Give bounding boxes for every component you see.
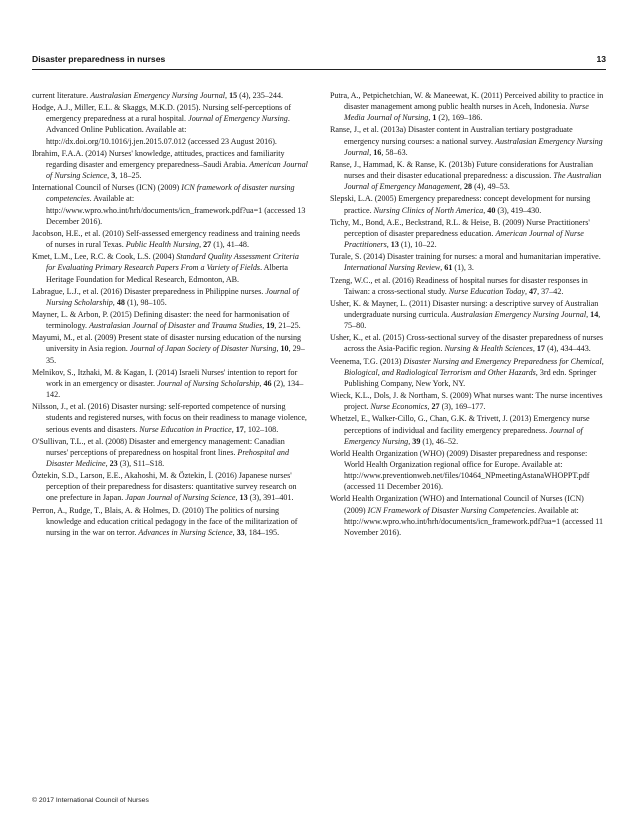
reference-text: , [105,459,110,468]
reference-volume: 40 [487,205,496,215]
reference-text: , [408,436,413,446]
reference-title: Journal of Emergency Nursing [188,114,288,124]
reference-text: Nilsson, J., et al. (2016) Disaster nursing: self-reported competence of nursing students and registered nurses, with focus on their readiness to manage violence, serious events and disasters. [32,402,307,434]
reference-title: Australasian Journal of Disaster and Trauma Studies [89,321,263,331]
reference-column-right [330,90,606,539]
reference-volume: 23 [109,459,118,468]
reference-entry [32,90,308,101]
reference-text: Putra, A., Petpichetchian, W. & Maneewat, K. (2011) Perceived ability to practice in disaster management among public health nurses in Aceh, Indonesia. [330,91,604,112]
reference-text: Mayner, L. & Arbon, P. (2015) Defining disaster: the need for harmonisation of terminology. [32,309,290,331]
reference-title: Journal of Japan Society of Disaster Nursing [129,344,277,354]
reference-text: , [427,402,432,412]
reference-entry [32,251,308,284]
reference-text: , [276,344,281,354]
reference-text: . Alberta Heritage Foundation for Medical Research, Edmonton, AB. [46,263,288,284]
reference-volume: 19 [266,321,275,331]
reference-title: Standard Quality Assessment Criteria for Evaluating Primary Research Papers From a Variety of Fields [46,252,299,273]
reference-entry [330,332,606,354]
reference-text: World Health Organization (WHO) and International Council of Nurses (ICN) (2009) [330,494,584,515]
reference-volume: 1 [432,113,437,123]
reference-entry [330,193,606,215]
reference-text: (1), 3. [452,263,474,273]
reference-entry [330,90,606,123]
reference-text: Ibrahim, F.A.A. (2014) Nurses' knowledge, attitudes, practices and familiarity regarding disaster and emergency preparedness–Saudi Arabia. [32,148,285,169]
reference-entry [32,332,308,365]
running-title: Disaster preparedness in nurses [32,54,166,64]
reference-title: International Nursing Review [344,263,441,273]
reference-text: Turale, S. (2014) Disaster training for nurses: a moral and humanitarian imperative. [330,252,601,262]
reference-title: Prehospital and Disaster Medicine [46,447,290,468]
reference-text: Tichy, M., Bond, A.E., Beckstrand, R.L. & Heise, B. (2009) Nurse Practitioners' perception of disaster preparedness education. [330,217,590,238]
reference-title: Disaster Nursing and Emergency Preparedness for Chemical, Biological, and Radiological Terrorism and Other Hazards [344,356,604,377]
reference-text: (1), 41–48. [211,240,249,250]
reference-title: Japan Journal of Nursing Science [125,493,236,503]
reference-title: Nurse Education in Practice [139,424,232,434]
reference-text: (3), 391–401. [247,493,294,503]
reference-entry [32,309,308,331]
reference-text: Perron, A., Rudge, T., Blais, A. & Holmes, D. (2010) The politics of nursing knowledge and education critical pedagogy in the face of the militarization of nursing in the war on terror. [32,505,298,537]
reference-text: , 18–25. [115,171,142,181]
reference-text: (3), S11–S18. [117,459,165,468]
reference-title: Nurse Media Journal of Nursing [344,102,589,123]
reference-entry [330,159,606,192]
reference-title: Public Health Nursing [125,240,200,250]
reference-text: Melnikov, S., Itzhaki, M. & Kagan, I. (2014) Israeli Nurses' intention to report for work in an emergency or disaster. [32,367,298,388]
reference-text: Kmet, L.M., Lee, R.C. & Cook, L.S. (2004) [32,252,177,262]
reference-text: Usher, K., et al. (2015) Cross-sectional survey of the disaster preparedness of nurses across the Asia-Pacific region. [330,333,603,354]
reference-text: , [524,286,529,296]
reference-title: Journal of Emergency Nursing [344,425,583,446]
reference-text: , [483,205,488,215]
reference-text: , [369,147,374,157]
reference-entry [330,448,606,493]
reference-text: , [259,378,264,388]
reference-text: Mayumi, M., et al. (2009) Present state of disaster nursing education of the nursing university in Asia region. [32,333,302,354]
reference-title: Nursing Clinics of North America [373,205,484,215]
reference-volume: 3 [111,171,116,181]
reference-entry [32,228,308,250]
reference-volume: 13 [239,493,248,503]
reference-volume: 27 [431,402,440,412]
reference-text: , 21–25. [274,321,301,331]
reference-text: (1), 10–22. [398,240,437,250]
reference-entry [32,286,308,308]
reference-text: , 3rd edn. Springer Publishing Company, New York, NY. [344,367,597,388]
reference-entry [32,505,308,538]
reference-text: Öztekin, S.D., Larson, E.E., Akahoshi, M. & Öztekin, İ. (2016) Japanese nurses' perception of their preparedness for disasters: quantitative survey research on one prefecture in Japan. [32,471,297,503]
reference-text: . Advanced Online Publication. Available at: http://dx.doi.org/10.1016/j.jen.2015.07.012 (accessed 23 August 2016). [46,114,290,146]
reference-text: Wieck, K.L., Dols, J. & Northam, S. (2009) What nurses want: The nurse incentives project. [330,391,603,412]
reference-text: Hodge, A.J., Miller, E.L. & Skaggs, M.K.D. (2015). Nursing self-perceptions of emergency preparedness at a rural hospital. [32,103,292,124]
reference-text: (4), 235–244. [237,91,284,100]
reference-volume: 46 [263,378,272,388]
reference-volume: 13 [390,240,399,250]
reference-text: World Health Organization (WHO) (2009) Disaster preparedness and response: World Health Organization regional office for Europe. Available at: http://www.preventionweb.net/files/10464_NPmeetingAstanaWHOPPT.pdf (accessed 11 December 2016). [330,448,590,492]
reference-text: , [262,321,267,331]
reference-text: , [459,182,464,192]
reference-entry [32,436,308,469]
reference-title: Nursing & Health Sciences [444,344,533,354]
reference-entry [330,493,606,538]
reference-entry [32,182,308,227]
reference-volume: 10 [280,344,289,354]
reference-text: (1), 46–52. [420,436,459,446]
reference-entry [32,148,308,181]
reference-title: The Australian Journal of Emergency Management [344,171,602,192]
reference-title: Australasian Emergency Nursing Journal [451,309,587,319]
reference-text: , [199,240,204,250]
reference-text: , 29–35. [46,344,305,365]
reference-title: Australasian Emergency Nursing Journal [90,91,226,100]
reference-entry [330,413,606,446]
reference-entry [32,367,308,400]
reference-volume: 28 [463,182,473,192]
reference-text: (2), 134–142. [46,378,304,400]
reference-text: Ranse, J., et al. (2013a) Disaster content in Australian tertiary postgraduate emergency nursing courses: a national survey. [330,125,573,146]
reference-text: , [231,424,236,434]
reference-text: Tzeng, W.C., et al. (2016) Readiness of hospital nurses for disaster responses in Taiwan: a cross-sectional study. [330,275,588,296]
reference-entry [330,124,606,157]
reference-entry [330,217,606,250]
header-rule [32,69,606,70]
reference-text: Ranse, J., Hammad, K. & Ranse, K. (2013b) Future considerations for Australian nurses and their disaster educational preparedness: a discussion. [330,159,593,181]
reference-text: (1), 98–105. [124,297,167,307]
page-number: 13 [596,54,606,64]
reference-volume: 33 [236,527,245,537]
reference-text: , [107,171,112,181]
reference-text: , 75–80. [344,309,601,331]
reference-text: , [112,297,117,307]
reference-column-left [32,90,308,539]
copyright-footer: © 2017 International Council of Nurses [32,797,149,804]
reference-text: Usher, K. & Mayner, L. (2011) Disaster nursing: a descriptive survey of Australian undergraduate nursing curricula. [330,298,599,319]
reference-text: , [225,91,230,100]
reference-text: , [386,240,391,250]
running-header [32,54,606,64]
reference-text: Veenema, T.G. (2013) [330,356,404,366]
reference-entry [330,251,606,273]
reference-text: (3), 419–430. [495,205,542,215]
reference-volume: 61 [444,263,453,273]
reference-volume: 48 [116,297,125,307]
reference-text: (4), 434–443. [544,344,591,354]
reference-title: Nurse Economics [370,402,428,412]
reference-entry [330,298,606,331]
reference-text: , 184–195. [244,527,280,537]
reference-text: . Available at: http://www.wpro.who.int/hrh/documents/icn_framework.pdf?ua=1 (accessed 13 December 2016). [46,194,306,226]
reference-title: Advances in Nursing Science [138,527,233,537]
reference-text: Jacobson, H.E., et al. (2010) Self-assessed emergency readiness and training needs of nurses in rural Texas. [32,228,300,250]
reference-volume: 15 [229,91,238,100]
reference-text: , 58–63. [381,147,408,157]
reference-entry [32,470,308,503]
reference-volume: 17 [235,424,244,434]
reference-entry [330,356,606,389]
reference-text: , [586,309,591,319]
reference-text: , 102–108. [243,424,279,434]
reference-volume: 39 [412,436,421,446]
reference-text: O'Sullivan, T.L., et al. (2008) Disaster and emergency management: Canadian nurses' perceptions of preparedness on hospital front lines. [32,436,285,457]
reference-title: Journal of Nursing Scholarship [157,378,260,388]
reference-title: Nurse Education Today [448,286,525,296]
reference-text: International Council of Nurses (ICN) (2009) [32,183,182,193]
reference-title: American Journal of Nursing Science [46,159,308,181]
reference-title: Journal of Nursing Scholarship [46,286,299,307]
reference-title: ICN framework of disaster nursing competencies [46,183,295,204]
reference-text: Slepski, L.A. (2005) Emergency preparedness: concept development for nursing practice. [330,194,591,215]
reference-entry [32,102,308,147]
reference-text: , 37–42. [537,286,564,296]
reference-text: , [428,113,433,123]
reference-title: Australasian Emergency Nursing Journal [344,136,603,157]
reference-volume: 27 [203,240,212,250]
reference-text: , [235,493,240,503]
reference-list [32,90,606,539]
reference-entry [330,390,606,412]
reference-volume: 17 [536,344,545,354]
reference-text: , [232,527,237,537]
reference-volume: 47 [528,286,538,296]
reference-text: current literature. [32,91,91,100]
reference-text: Labrague, L.J., et al. (2016) Disaster preparedness in Philippine nurses. [32,286,266,296]
reference-title: ICN Framework of Disaster Nursing Competencies [367,505,535,515]
reference-text: (3), 169–177. [439,402,486,412]
reference-text: (2), 169–186. [436,113,483,123]
reference-entry [330,275,606,297]
reference-text: Whetzel, E., Walker-Cillo, G., Chan, G.K. & Trivett, J. (2013) Emergency nurse perceptions of individual and facility emergency preparedness. [330,414,590,435]
reference-text: , [532,344,537,354]
reference-text: (4), 49–53. [472,182,510,192]
reference-text: . Available at: http://www.wpro.who.int/hrh/documents/icn_framework.pdf?ua=1 (accessed 11 November 2016). [344,505,604,537]
reference-text: , [440,263,445,273]
reference-volume: 16 [373,147,382,157]
reference-entry [32,401,308,434]
reference-title: American Journal of Nurse Practitioners [344,228,584,250]
reference-volume: 14 [590,309,599,319]
